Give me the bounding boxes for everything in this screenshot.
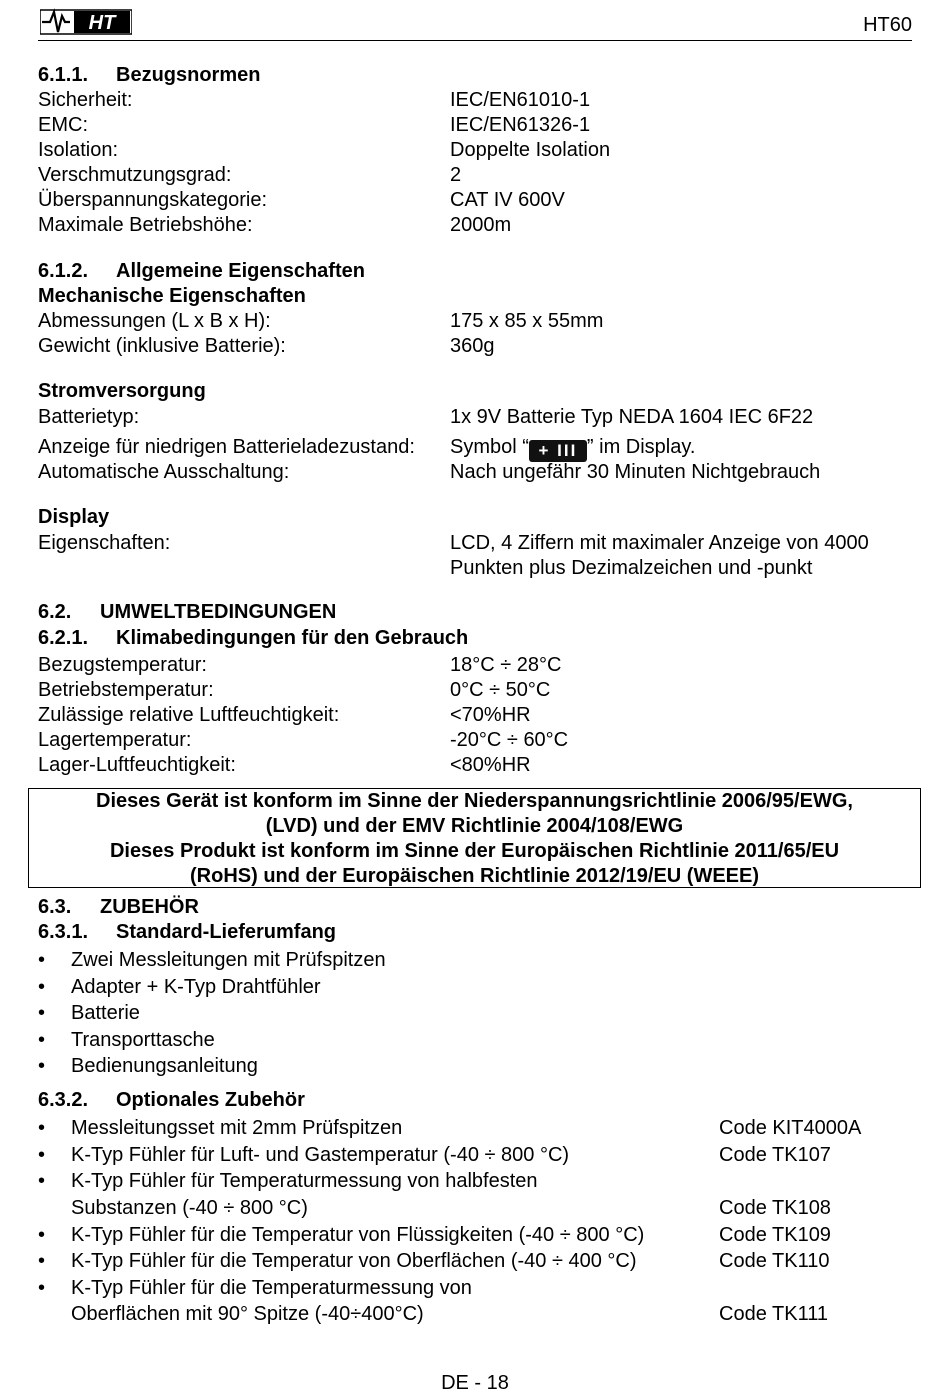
- list-item: [38, 1053, 918, 1080]
- low-battery-icon: + III: [529, 440, 587, 462]
- spec-row: [38, 188, 918, 213]
- section-number: 6.1.1.: [38, 64, 89, 86]
- spec-label: Isolation:: [38, 139, 119, 161]
- logo-text: HT: [88, 12, 116, 34]
- section-title: Optionales Zubehör: [116, 1089, 305, 1111]
- spec-label: Verschmutzungsgrad:: [38, 164, 232, 186]
- spec-value: -20°C ÷ 60°C: [450, 729, 569, 751]
- section-6-3-heading: [38, 896, 199, 919]
- section-title: Bezugsnormen: [116, 64, 261, 86]
- bullet: •: [38, 1029, 46, 1051]
- spec-row: [38, 405, 918, 430]
- bullet: •: [38, 1250, 46, 1272]
- accessory-text: K-Typ Fühler für die Temperatur von Oberflächen (-40 ÷ 400 °C): [71, 1250, 637, 1272]
- spec-value: IEC/EN61010-1: [450, 89, 591, 111]
- spec-label: Abmessungen (L x B x H):: [38, 310, 271, 332]
- notice-line: Dieses Produkt ist konform im Sinne der Europäischen Richtlinie 2011/65/EU: [109, 840, 840, 862]
- notice-line: Dieses Gerät ist konform im Sinne der Niederspannungsrichtlinie 2006/95/EWG,: [96, 790, 853, 812]
- section-title: Standard-Lieferumfang: [116, 921, 337, 943]
- spec-value: 1x 9V Batterie Typ NEDA 1604 IEC 6F22: [450, 406, 814, 428]
- spec-row: [38, 309, 918, 334]
- header-divider: [38, 40, 912, 41]
- mechanical-heading: Mechanische Eigenschaften: [38, 285, 306, 307]
- accessory-code: Code TK109: [719, 1224, 831, 1246]
- notice-line: (LVD) und der EMV Richtlinie 2004/108/EWG: [265, 815, 684, 837]
- section-number: 6.2.: [38, 601, 72, 623]
- section-6-2-heading: [38, 601, 336, 624]
- spec-value: 2000m: [450, 214, 512, 236]
- section-6-3-1-heading: [38, 921, 336, 944]
- spec-label: Gewicht (inklusive Batterie):: [38, 335, 286, 357]
- spec-row: [38, 531, 918, 556]
- bullet: •: [38, 1144, 46, 1166]
- accessory-item: [38, 1275, 918, 1302]
- spec-label: Überspannungskategorie:: [38, 189, 268, 211]
- section-number: 6.3.1.: [38, 921, 89, 943]
- list-item-text: Batterie: [71, 1002, 140, 1024]
- spec-label: Anzeige für niedrigen Batterieladezustand:: [38, 436, 415, 458]
- list-item: [38, 1027, 918, 1054]
- spec-row: [38, 88, 918, 113]
- list-item: [38, 1000, 918, 1027]
- spec-row: [38, 163, 918, 188]
- spec-value: CAT IV 600V: [450, 189, 565, 211]
- spec-value: Punkten plus Dezimalzeichen und -punkt: [450, 557, 813, 579]
- spec-row: [38, 653, 918, 678]
- spec-row: [38, 460, 918, 485]
- spec-value: 18°C ÷ 28°C: [450, 654, 562, 676]
- spec-value: IEC/EN61326-1: [450, 114, 591, 136]
- list-item-text: Transporttasche: [71, 1029, 215, 1051]
- accessory-text: Messleitungsset mit 2mm Prüfspitzen: [71, 1117, 403, 1139]
- accessory-item: [38, 1115, 918, 1142]
- spec-label: Batterietyp:: [38, 406, 140, 428]
- list-item: [38, 947, 918, 974]
- accessory-item: [38, 1168, 918, 1195]
- section-number: 6.3.2.: [38, 1089, 89, 1111]
- spec-label: Sicherheit:: [38, 89, 133, 111]
- accessory-text: K-Typ Fühler für die Temperaturmessung von: [71, 1277, 472, 1299]
- section-number: 6.2.1.: [38, 627, 89, 649]
- spec-label: Lager-Luftfeuchtigkeit:: [38, 754, 236, 776]
- section-6-1-1-heading: [38, 64, 260, 87]
- spec-value: LCD, 4 Ziffern mit maximaler Anzeige von 4000: [450, 532, 869, 554]
- spec-row: [38, 334, 918, 359]
- accessory-code: Code TK108: [719, 1197, 831, 1219]
- spec-row: [38, 113, 918, 138]
- spec-row: [38, 556, 918, 581]
- spec-row: [38, 213, 918, 238]
- spec-label: EMC:: [38, 114, 88, 136]
- list-item: [38, 974, 918, 1001]
- spec-value: Doppelte Isolation: [450, 139, 611, 161]
- spec-label: Automatische Ausschaltung:: [38, 461, 290, 483]
- bullet: •: [38, 1170, 46, 1192]
- spec-value: 2: [450, 164, 462, 186]
- symbol-suffix: ” im Display.: [586, 436, 696, 458]
- accessory-item-continued: [38, 1195, 918, 1222]
- bullet: •: [38, 976, 46, 998]
- accessory-item-continued: [38, 1301, 918, 1328]
- accessory-code: Code TK110: [719, 1250, 830, 1272]
- spec-label: Maximale Betriebshöhe:: [38, 214, 253, 236]
- section-title: Allgemeine Eigenschaften: [116, 260, 365, 282]
- spec-value: <70%HR: [450, 704, 531, 726]
- section-title: Klimabedingungen für den Gebrauch: [116, 627, 469, 649]
- spec-value: <80%HR: [450, 754, 531, 776]
- symbol-prefix: Symbol “: [450, 436, 529, 458]
- accessory-text: Substanzen (-40 ÷ 800 °C): [71, 1197, 308, 1219]
- section-title: UMWELTBEDINGUNGEN: [100, 601, 337, 623]
- accessory-code: Code TK107: [719, 1144, 831, 1166]
- bullet: •: [38, 1277, 46, 1299]
- accessory-code: Code TK111: [719, 1303, 828, 1325]
- conformity-notice-box: [28, 788, 921, 888]
- power-supply-heading: Stromversorgung: [38, 380, 206, 402]
- section-6-2-1-heading: [38, 627, 468, 650]
- bullet: •: [38, 949, 46, 971]
- spec-value: 0°C ÷ 50°C: [450, 679, 551, 701]
- accessory-item: [38, 1248, 918, 1275]
- list-item-text: Zwei Messleitungen mit Prüfspitzen: [71, 949, 386, 971]
- spec-label: Eigenschaften:: [38, 532, 171, 554]
- accessory-text: K-Typ Fühler für Temperaturmessung von halbfesten: [71, 1170, 538, 1192]
- ht-logo: [40, 6, 132, 36]
- spec-row: [38, 435, 918, 460]
- section-number: 6.1.2.: [38, 260, 89, 282]
- bullet: •: [38, 1002, 46, 1024]
- model-name: HT60: [863, 14, 912, 36]
- spec-label: Zulässige relative Luftfeuchtigkeit:: [38, 704, 340, 726]
- notice-line: (RoHS) und der Europäischen Richtlinie 2012/19/EU (WEEE): [190, 865, 759, 887]
- accessory-item: [38, 1222, 918, 1249]
- spec-value: Nach ungefähr 30 Minuten Nichtgebrauch: [450, 461, 821, 483]
- section-6-3-2-heading: [38, 1089, 305, 1112]
- spec-value: 360g: [450, 335, 495, 357]
- accessory-text: K-Typ Fühler für die Temperatur von Flüssigkeiten (-40 ÷ 800 °C): [71, 1224, 645, 1246]
- spec-row: [38, 753, 918, 778]
- spec-value: 175 x 85 x 55mm: [450, 310, 604, 332]
- spec-row: [38, 728, 918, 753]
- accessory-item: [38, 1142, 918, 1169]
- spec-label: Bezugstemperatur:: [38, 654, 207, 676]
- accessory-text: K-Typ Fühler für Luft- und Gastemperatur (-40 ÷ 800 °C): [71, 1144, 570, 1166]
- accessory-code: Code KIT4000A: [719, 1117, 862, 1139]
- list-item-text: Bedienungsanleitung: [71, 1055, 258, 1077]
- spec-label: Lagertemperatur:: [38, 729, 192, 751]
- section-number: 6.3.: [38, 896, 72, 918]
- section-6-1-2-heading: [38, 260, 365, 283]
- display-heading: Display: [38, 506, 110, 528]
- bullet: •: [38, 1055, 46, 1077]
- page-number: DE - 18: [441, 1372, 509, 1394]
- spec-row: [38, 678, 918, 703]
- accessory-text: Oberflächen mit 90° Spitze (-40÷400°C): [71, 1303, 424, 1325]
- ht-logo-graphic: [40, 6, 132, 36]
- spec-label: Betriebstemperatur:: [38, 679, 214, 701]
- spec-value: [450, 435, 695, 462]
- spec-row: [38, 703, 918, 728]
- bullet: •: [38, 1224, 46, 1246]
- spec-row: [38, 138, 918, 163]
- bullet: •: [38, 1117, 46, 1139]
- section-title: ZUBEHÖR: [100, 896, 199, 918]
- list-item-text: Adapter + K-Typ Drahtfühler: [71, 976, 321, 998]
